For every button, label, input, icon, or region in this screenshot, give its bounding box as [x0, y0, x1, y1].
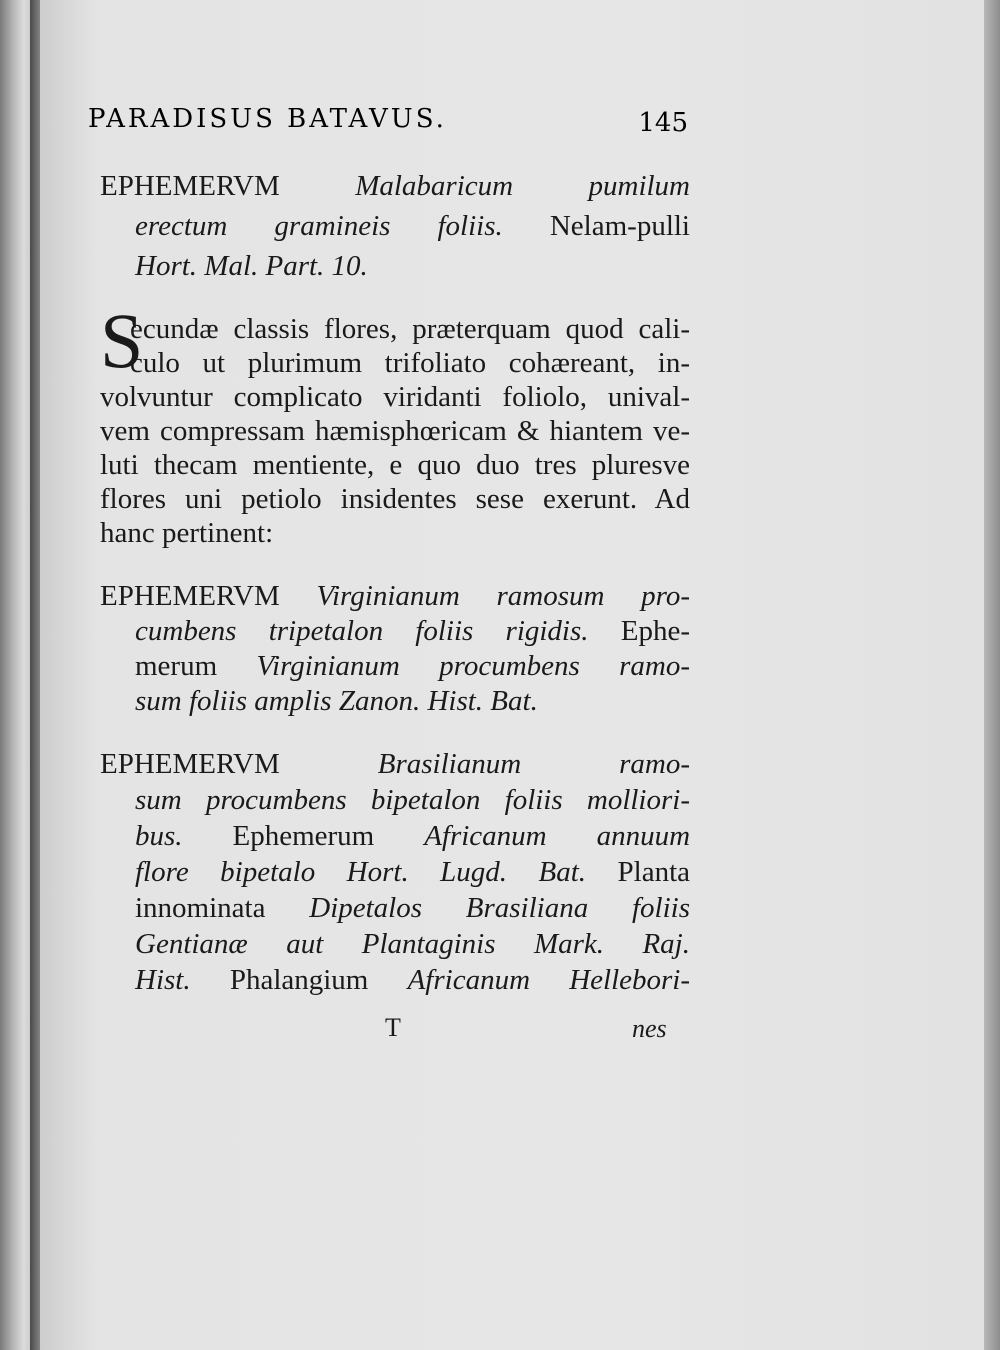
entry3-innominata: innominata [135, 892, 266, 924]
entry3-line7 [135, 964, 690, 997]
paragraph-line1 [130, 313, 690, 346]
entry3-synonym-epithet: Africanum annuum [424, 820, 691, 852]
paragraph-line-text: vem compressam hæmisphœricam & hiantem ve- [100, 415, 690, 447]
paragraph-line-text: culo ut plurimum trifoliato cohæreant, in- [130, 347, 690, 379]
entry2-reference: sum foliis amplis Zanon. Hist. Bat. [135, 685, 538, 717]
entry2-description: cumbens tripetalon foliis rigidis. [135, 615, 589, 647]
entry1-reference: Hort. Mal. Part. 10. [135, 250, 368, 282]
entry3-line1 [100, 748, 690, 781]
entry3-africanum: Africanum Hellebori- [407, 964, 691, 996]
entry3-dipetalos: Dipetalos Brasiliana foliis [309, 892, 691, 924]
entry3-synonym-ref: Hort. Lugd. Bat. [346, 856, 587, 888]
entry3-hist: Hist. [135, 964, 191, 996]
paragraph-line-text: ecundæ classis flores, præterquam quod cali- [130, 313, 690, 345]
entry3-line3 [135, 820, 690, 853]
paragraph-line-text: volvuntur complicato viridanti foliolo, unival- [100, 381, 690, 413]
entry3-synonym: Ephemerum [232, 820, 375, 852]
entry2-synonym-epithet: Virginianum procumbens ramo- [256, 650, 690, 682]
running-head [88, 104, 688, 144]
entry1-genus: EPHEMERVM [100, 170, 280, 202]
entry2-genus: EPHEMERVM [100, 580, 280, 612]
entry3-epithet: Brasilianum ramo- [377, 748, 690, 780]
page-number: 145 [638, 108, 688, 138]
entry1-epithet: Malabaricum pumilum [355, 170, 690, 202]
entry3-description: sum procumbens bipetalon foliis molliori- [135, 784, 690, 816]
page-outer-edge [984, 0, 1000, 1350]
entry3-planta: Planta [617, 856, 691, 888]
entry3-line6 [135, 928, 690, 961]
entry2-line1 [100, 580, 690, 613]
paragraph-line-text: luti thecam mentiente, e quo duo tres pluresve [100, 449, 690, 481]
entry2-line2 [135, 615, 690, 648]
entry1-line1 [100, 170, 690, 203]
running-title: PARADISUS BATAVUS. [88, 104, 447, 134]
paragraph-line2 [130, 347, 690, 380]
entry3-line2 [135, 784, 690, 817]
entry1-line2 [135, 210, 690, 243]
entry3-line4 [135, 856, 690, 889]
entry1-synonym: Nelam-pulli [549, 210, 690, 242]
entry2-synonym: Ephe- [620, 615, 690, 647]
paragraph-line-text: hanc pertinent: [100, 517, 274, 549]
paragraph-line7 [100, 517, 690, 550]
paragraph-line6 [100, 483, 690, 516]
entry3-synonym-desc: flore bipetalo [135, 856, 316, 888]
signature-mark: T [385, 1013, 401, 1042]
entry2-epithet: Virginianum ramosum pro- [316, 580, 691, 612]
facing-page-edge [0, 0, 34, 1350]
entry3-description-end: bus. [135, 820, 183, 852]
entry2-synonym-cont: merum [135, 650, 218, 682]
paragraph-line-text: flores uni petiolo insidentes sese exerunt. Ad [100, 483, 690, 515]
entry3-gentianae: Gentianæ aut Plantaginis Mark. Raj. [135, 928, 690, 960]
entry1-line3 [135, 250, 690, 283]
drop-cap: S [100, 297, 144, 384]
paragraph-line4 [100, 415, 690, 448]
entry1-description: erectum gramineis foliis. [135, 210, 503, 242]
entry3-line5 [135, 892, 690, 925]
catchword: nes [632, 1014, 667, 1043]
paragraph-line5 [100, 449, 690, 482]
paragraph-line3 [100, 381, 690, 414]
entry3-phalangium: Phalangium [229, 964, 369, 996]
entry3-genus: EPHEMERVM [100, 748, 280, 780]
entry2-line4 [135, 685, 690, 718]
entry2-line3 [135, 650, 690, 683]
